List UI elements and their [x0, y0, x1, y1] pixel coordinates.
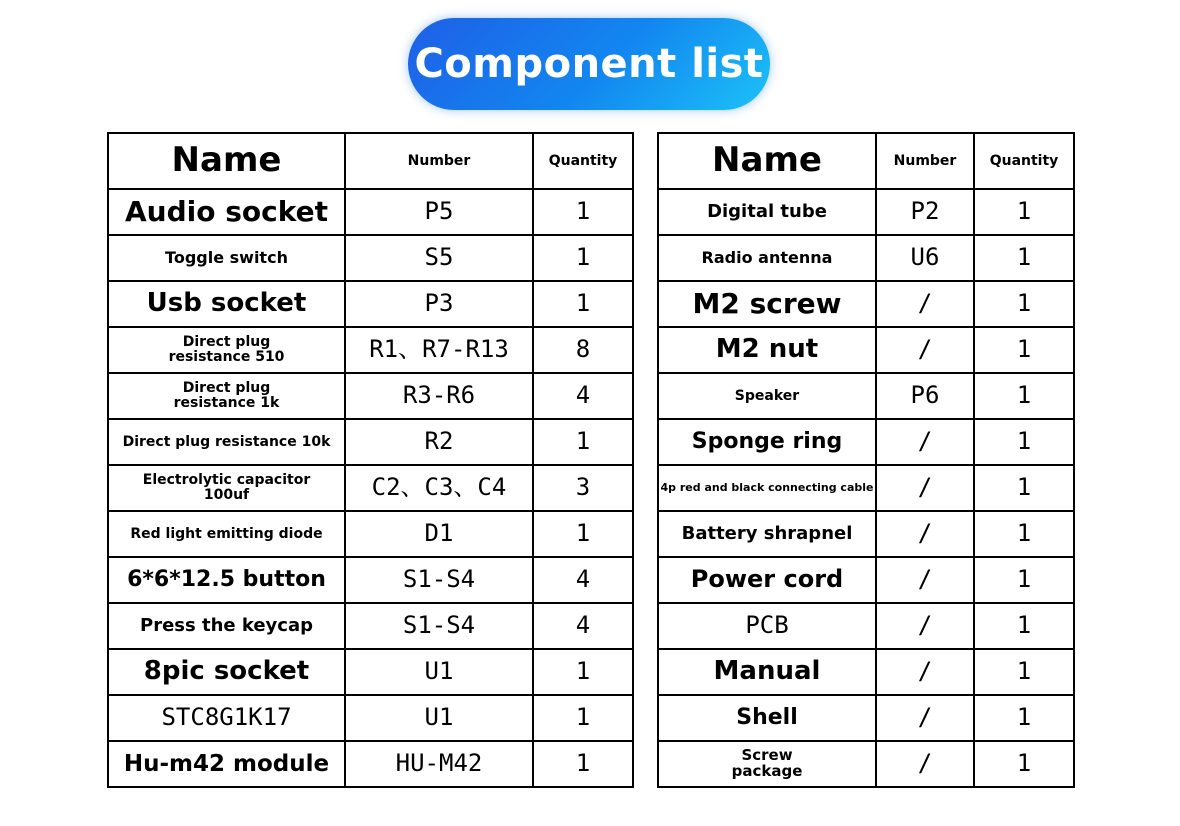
table-row: [658, 281, 1074, 327]
component-quantity: 1: [533, 189, 633, 235]
component-name: Shell: [658, 695, 876, 741]
component-name: M2 screw: [658, 281, 876, 327]
table-row: [658, 649, 1074, 695]
header-number: Number: [876, 133, 974, 189]
header-number: Number: [345, 133, 533, 189]
component-quantity: 1: [533, 281, 633, 327]
component-number: /: [876, 649, 974, 695]
table-row: [108, 235, 633, 281]
page-title: Component list: [414, 41, 764, 87]
header-row: [658, 133, 1074, 189]
component-quantity: 1: [974, 603, 1074, 649]
table-row: [108, 695, 633, 741]
component-quantity: 3: [533, 465, 633, 511]
table-row: [108, 603, 633, 649]
table-row: [108, 511, 633, 557]
component-number: /: [876, 741, 974, 787]
table-row: [108, 419, 633, 465]
header-name: Name: [108, 133, 345, 189]
component-name: Speaker: [658, 373, 876, 419]
component-number: P3: [345, 281, 533, 327]
component-quantity: 4: [533, 603, 633, 649]
component-name: Toggle switch: [108, 235, 345, 281]
component-number: S5: [345, 235, 533, 281]
component-number: HU-M42: [345, 741, 533, 787]
table-row: [658, 603, 1074, 649]
table-row: [658, 511, 1074, 557]
table-row: [658, 419, 1074, 465]
component-quantity: 1: [974, 557, 1074, 603]
component-number: /: [876, 695, 974, 741]
component-quantity: 1: [974, 741, 1074, 787]
component-quantity: 1: [974, 189, 1074, 235]
component-name: 6*6*12.5 button: [108, 557, 345, 603]
table-row: [658, 695, 1074, 741]
component-number: C2、C3、C4: [345, 465, 533, 511]
component-name: 4p red and black connecting cable: [658, 465, 876, 511]
table-row: [658, 557, 1074, 603]
component-quantity: 1: [533, 419, 633, 465]
component-quantity: 1: [533, 649, 633, 695]
component-number: R2: [345, 419, 533, 465]
table-row: [658, 327, 1074, 373]
component-quantity: 1: [974, 235, 1074, 281]
table-row: [658, 189, 1074, 235]
component-quantity: 1: [974, 281, 1074, 327]
component-quantity: 1: [533, 511, 633, 557]
component-quantity: 1: [974, 419, 1074, 465]
component-name: Screw package: [658, 741, 876, 787]
table-row: [108, 557, 633, 603]
component-number: S1-S4: [345, 603, 533, 649]
component-quantity: 1: [974, 327, 1074, 373]
component-name: M2 nut: [658, 327, 876, 373]
table-row: [108, 741, 633, 787]
header-quantity: Quantity: [533, 133, 633, 189]
component-number: /: [876, 557, 974, 603]
component-number: U6: [876, 235, 974, 281]
header-name: Name: [658, 133, 876, 189]
component-name: Battery shrapnel: [658, 511, 876, 557]
component-quantity: 1: [974, 465, 1074, 511]
table-row: [108, 189, 633, 235]
component-name: 8pic socket: [108, 649, 345, 695]
component-number: /: [876, 511, 974, 557]
table-row: [108, 327, 633, 373]
title-banner: [408, 18, 770, 110]
header-quantity: Quantity: [974, 133, 1074, 189]
component-name: Hu-m42 module: [108, 741, 345, 787]
component-name: Power cord: [658, 557, 876, 603]
component-name: Direct plug resistance 10k: [108, 419, 345, 465]
component-quantity: 1: [974, 695, 1074, 741]
table-row: [108, 373, 633, 419]
table-row: [658, 741, 1074, 787]
component-number: P2: [876, 189, 974, 235]
component-name: Audio socket: [108, 189, 345, 235]
component-name: Manual: [658, 649, 876, 695]
table-row: [108, 281, 633, 327]
component-name: Press the keycap: [108, 603, 345, 649]
component-name: Red light emitting diode: [108, 511, 345, 557]
component-quantity: 1: [974, 511, 1074, 557]
component-quantity: 1: [533, 235, 633, 281]
component-name: Usb socket: [108, 281, 345, 327]
component-quantity: 1: [974, 649, 1074, 695]
component-number: /: [876, 327, 974, 373]
component-name: STC8G1K17: [108, 695, 345, 741]
component-name: Radio antenna: [658, 235, 876, 281]
component-number: /: [876, 281, 974, 327]
component-table-left: [107, 132, 634, 788]
component-number: /: [876, 603, 974, 649]
table-row: [658, 465, 1074, 511]
component-name: Direct plug resistance 1k: [108, 373, 345, 419]
header-row: [108, 133, 633, 189]
component-number: R1、R7-R13: [345, 327, 533, 373]
component-number: P6: [876, 373, 974, 419]
component-number: U1: [345, 649, 533, 695]
component-name: Sponge ring: [658, 419, 876, 465]
component-name: Direct plug resistance 510: [108, 327, 345, 373]
table-row: [108, 465, 633, 511]
component-quantity: 1: [533, 741, 633, 787]
component-quantity: 4: [533, 557, 633, 603]
component-number: P5: [345, 189, 533, 235]
component-quantity: 4: [533, 373, 633, 419]
component-name: Electrolytic capacitor 100uf: [108, 465, 345, 511]
component-number: D1: [345, 511, 533, 557]
component-number: U1: [345, 695, 533, 741]
component-name: PCB: [658, 603, 876, 649]
component-quantity: 8: [533, 327, 633, 373]
component-number: /: [876, 419, 974, 465]
component-number: R3-R6: [345, 373, 533, 419]
table-row: [658, 373, 1074, 419]
component-quantity: 1: [533, 695, 633, 741]
component-number: /: [876, 465, 974, 511]
component-name: Digital tube: [658, 189, 876, 235]
component-table-right: [657, 132, 1075, 788]
table-row: [658, 235, 1074, 281]
component-quantity: 1: [974, 373, 1074, 419]
component-number: S1-S4: [345, 557, 533, 603]
table-row: [108, 649, 633, 695]
